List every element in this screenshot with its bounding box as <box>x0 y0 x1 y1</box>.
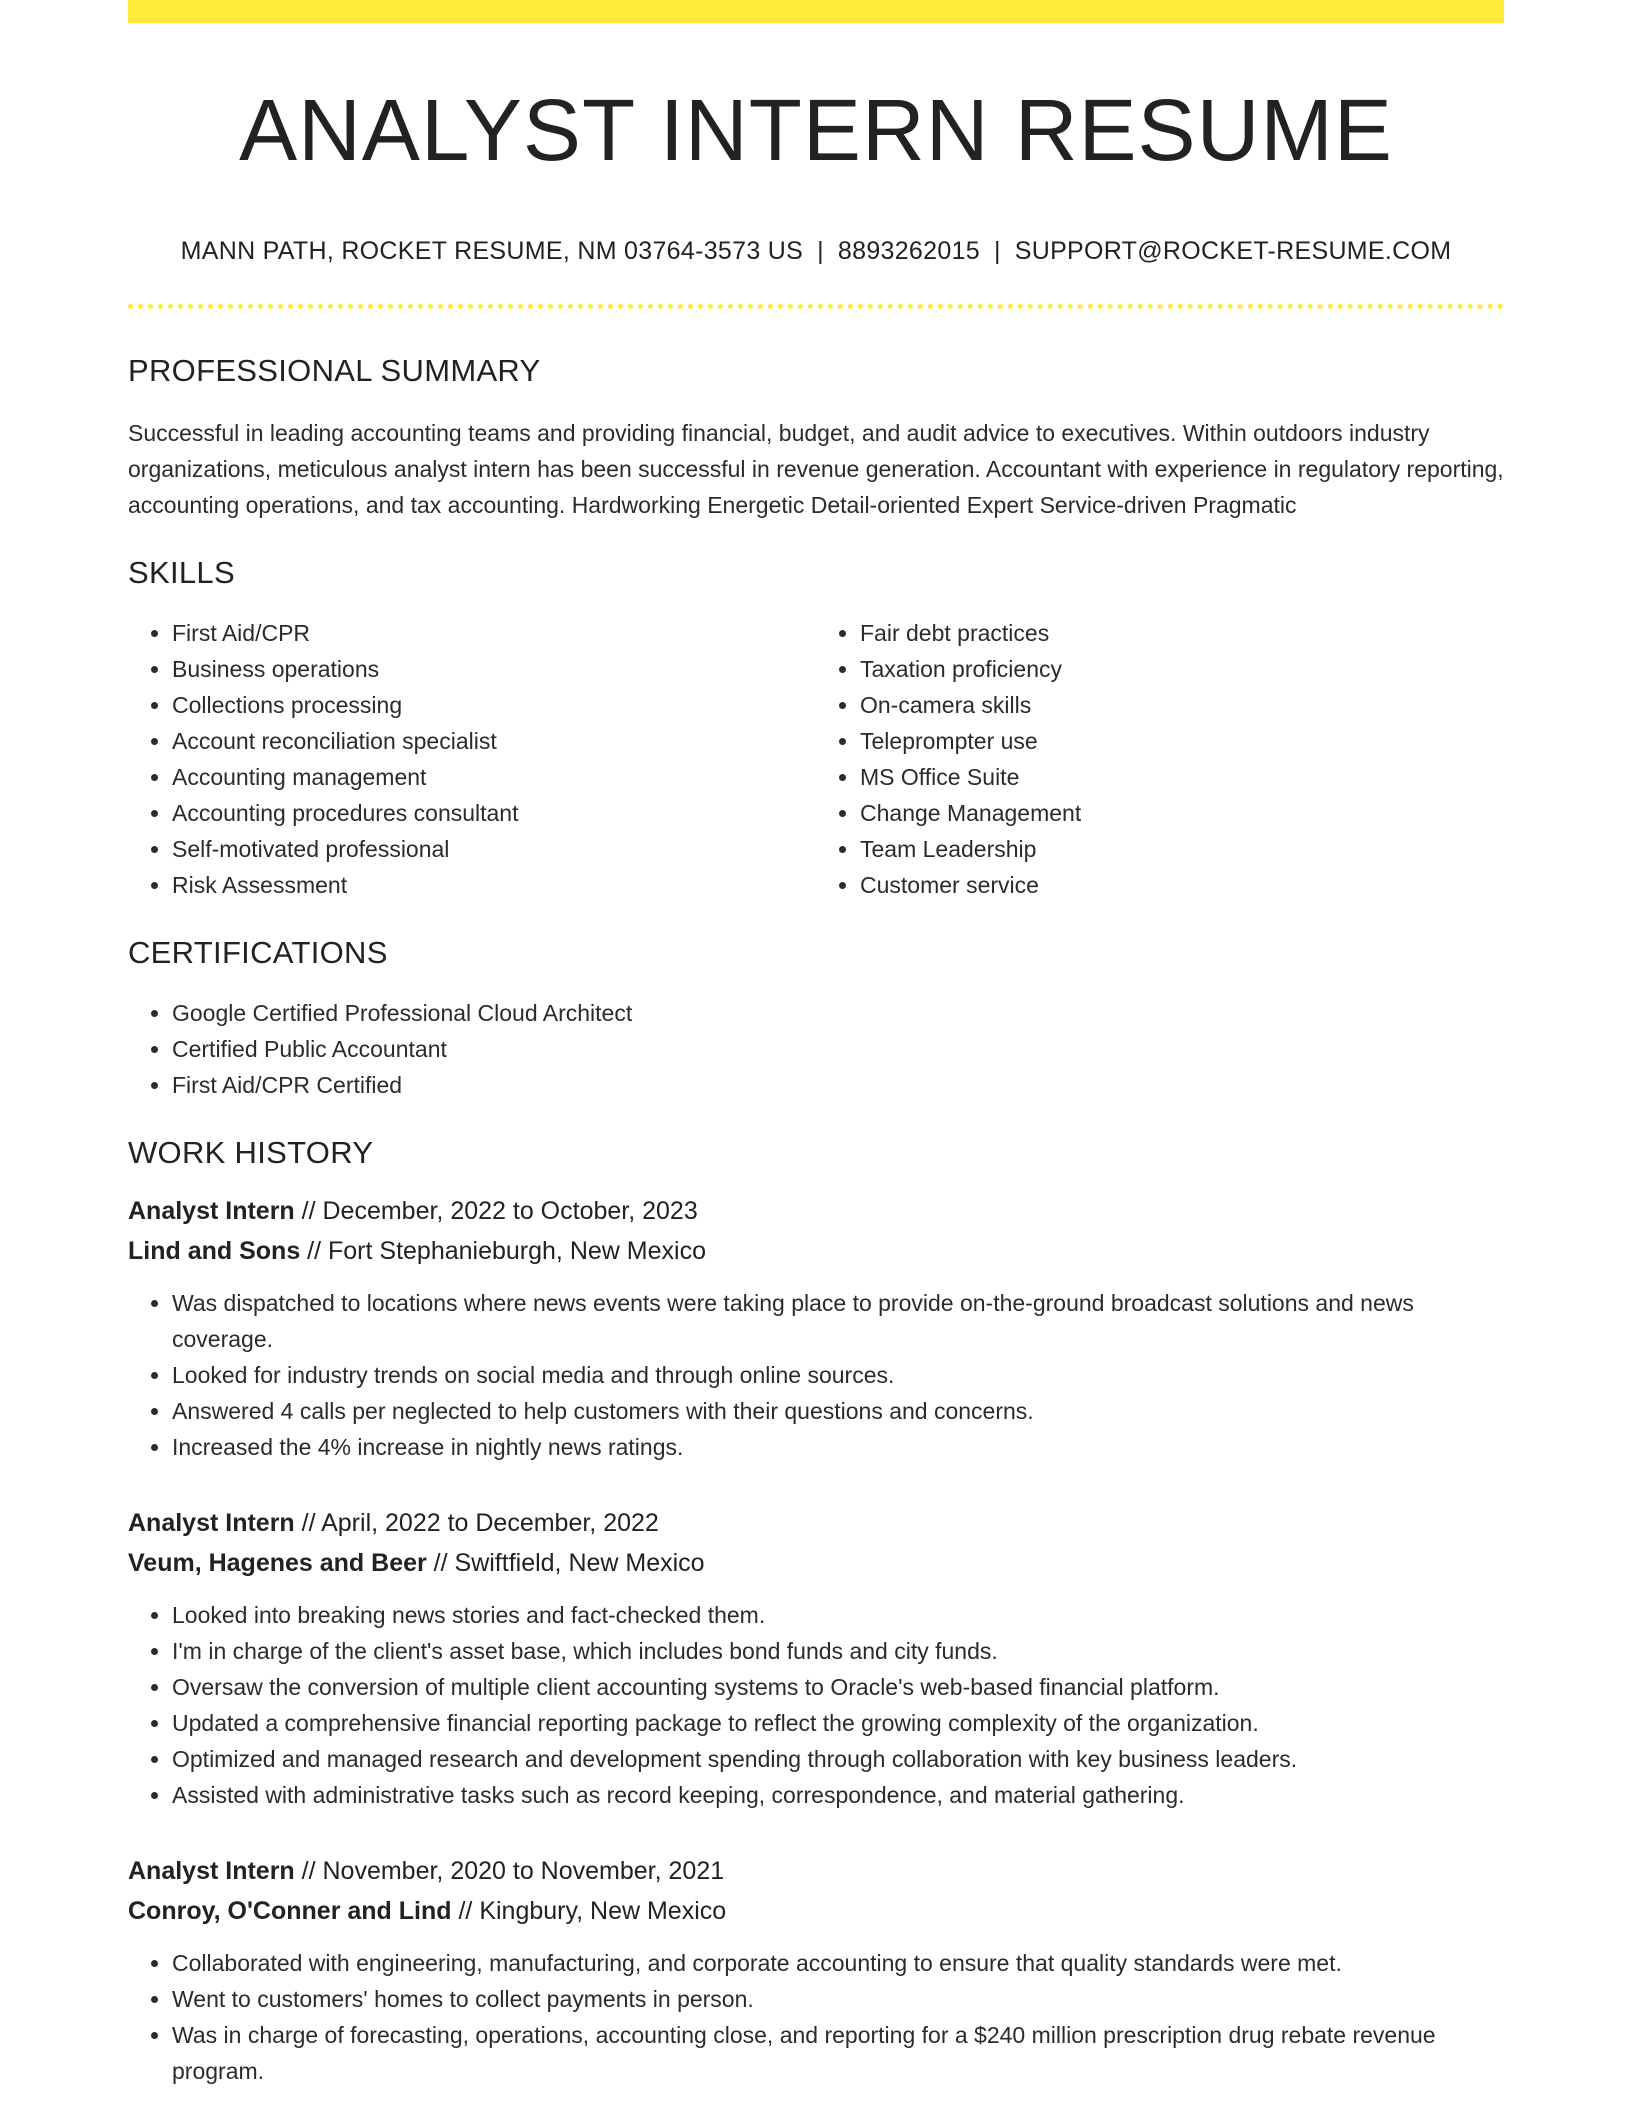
list-item: • MS Office Suite <box>860 759 1504 795</box>
certifications-heading: CERTIFICATIONS <box>128 934 388 970</box>
skills-list <box>128 615 1504 903</box>
list-item: • Looked into breaking news stories and fact-checked them. <box>172 1597 1504 1633</box>
contact-line <box>128 237 1504 266</box>
list-item: • Optimized and managed research and development spending through collaboration with key business leaders. <box>172 1741 1504 1777</box>
list-item: • Was in charge of forecasting, operations, accounting close, and reporting for a $240 million prescription drug rebate revenue program. <box>172 2017 1504 2089</box>
email: SUPPORT@ROCKET-RESUME.COM <box>1014 236 1452 265</box>
list-item: • Was dispatched to locations where news events were taking place to provide on-the-ground broadcast solutions and news coverage. <box>172 1285 1504 1357</box>
job-dates: // April, 2022 to December, 2022 <box>294 1508 659 1537</box>
list-item: • Taxation proficiency <box>860 651 1504 687</box>
list-item: • Change Management <box>860 795 1504 831</box>
job-title: Analyst Intern <box>128 1196 295 1225</box>
skills-column-right <box>816 615 1504 903</box>
job-entry <box>128 1191 1504 1465</box>
job-company: Conroy, O'Conner and Lind <box>128 1896 452 1925</box>
job-location: // Kingbury, New Mexico <box>451 1896 727 1925</box>
address: MANN PATH, ROCKET RESUME, NM 03764-3573 US <box>180 236 804 265</box>
job-dates: // November, 2020 to November, 2021 <box>294 1856 725 1885</box>
list-item: • Business operations <box>172 651 816 687</box>
list-item: • Oversaw the conversion of multiple client accounting systems to Oracle's web-based financial platform. <box>172 1669 1504 1705</box>
list-item: • Accounting procedures consultant <box>172 795 816 831</box>
summary-text: Successful in leading accounting teams and providing financial, budget, and audit advice to executives. Within outdoors industry organizations, meticulous analyst intern has been successful in revenue generation. Accountant with experience in regulatory reporting, accounting operations, and tax accounting. Hardworking Energetic Detail-oriented Expert Service-driven Pragmatic <box>128 419 1504 518</box>
job-bullets <box>128 1597 1504 1813</box>
list-item: • First Aid/CPR <box>172 615 816 651</box>
list-item: • Google Certified Professional Cloud Architect <box>172 995 1504 1031</box>
list-item: • Customer service <box>860 867 1504 903</box>
list-item: • Account reconciliation specialist <box>172 723 816 759</box>
list-item: • Collaborated with engineering, manufacturing, and corporate accounting to ensure that quality standards were met. <box>172 1945 1504 1981</box>
list-item: • Teleprompter use <box>860 723 1504 759</box>
job-dates: // December, 2022 to October, 2023 <box>294 1196 698 1225</box>
resume-title: ANALYST INTERN RESUME <box>239 82 1393 179</box>
skills-heading: SKILLS <box>128 554 235 590</box>
job-entry <box>128 1851 1504 2089</box>
list-item: • On-camera skills <box>860 687 1504 723</box>
list-item: • I'm in charge of the client's asset base, which includes bond funds and city funds. <box>172 1633 1504 1669</box>
list-item: • Accounting management <box>172 759 816 795</box>
dotted-divider <box>128 304 1504 309</box>
list-item: • Collections processing <box>172 687 816 723</box>
list-item: • First Aid/CPR Certified <box>172 1067 1504 1103</box>
job-company-line <box>128 1543 1504 1583</box>
skills-column-left <box>128 615 816 903</box>
job-company: Veum, Hagenes and Beer <box>128 1548 427 1577</box>
list-item: • Looked for industry trends on social media and through online sources. <box>172 1357 1504 1393</box>
job-location: // Fort Stephanieburgh, New Mexico <box>300 1236 706 1265</box>
work-history-heading: WORK HISTORY <box>128 1134 374 1170</box>
list-item: • Risk Assessment <box>172 867 816 903</box>
list-item: • Certified Public Accountant <box>172 1031 1504 1067</box>
list-item: • Fair debt practices <box>860 615 1504 651</box>
contact-separator: | <box>993 236 1001 265</box>
accent-bar <box>128 0 1504 23</box>
job-company-line <box>128 1231 1504 1271</box>
resume-page <box>128 0 1504 2089</box>
certifications-list <box>128 995 1504 1103</box>
list-item: • Increased the 4% increase in nightly news ratings. <box>172 1429 1504 1465</box>
job-title-line <box>128 1851 1504 1891</box>
list-item: • Self-motivated professional <box>172 831 816 867</box>
summary-heading: PROFESSIONAL SUMMARY <box>128 352 541 388</box>
job-title-line <box>128 1191 1504 1231</box>
phone: 8893262015 <box>837 236 980 265</box>
list-item: • Assisted with administrative tasks such as record keeping, correspondence, and material gathering. <box>172 1777 1504 1813</box>
list-item: • Answered 4 calls per neglected to help customers with their questions and concerns. <box>172 1393 1504 1429</box>
job-location: // Swiftfield, New Mexico <box>426 1548 705 1577</box>
job-bullets <box>128 1285 1504 1465</box>
job-title: Analyst Intern <box>128 1508 295 1537</box>
job-bullets <box>128 1945 1504 2089</box>
contact-separator: | <box>817 236 824 265</box>
list-item: • Updated a comprehensive financial reporting package to reflect the growing complexity of the organization. <box>172 1705 1504 1741</box>
job-title: Analyst Intern <box>128 1856 295 1885</box>
job-title-line <box>128 1503 1504 1543</box>
job-company-line <box>128 1891 1504 1931</box>
list-item: • Went to customers' homes to collect payments in person. <box>172 1981 1504 2017</box>
list-item: • Team Leadership <box>860 831 1504 867</box>
job-entry <box>128 1503 1504 1813</box>
job-company: Lind and Sons <box>128 1236 301 1265</box>
